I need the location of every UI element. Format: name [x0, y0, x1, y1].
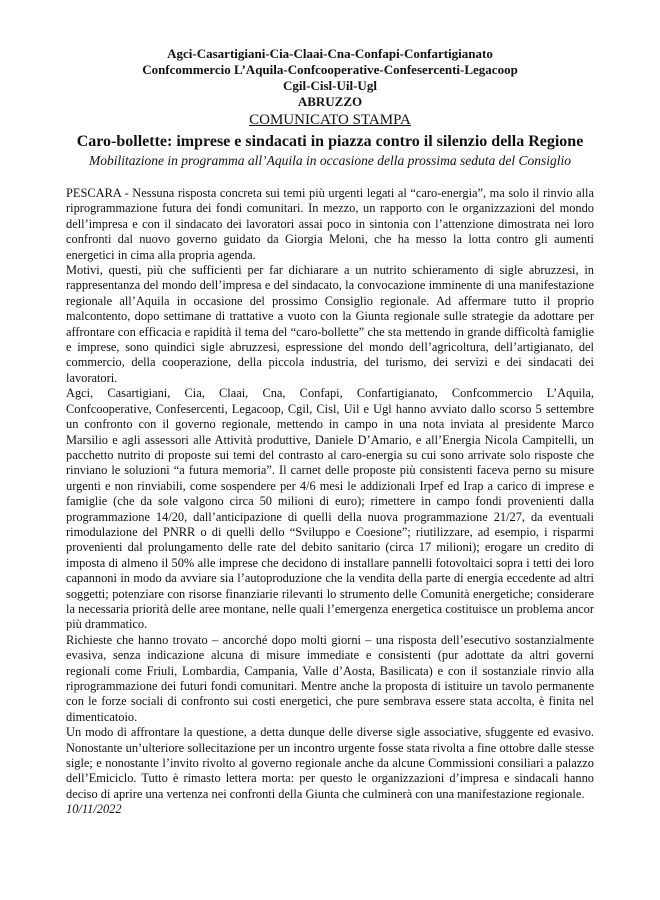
release-date: 10/11/2022: [66, 802, 122, 817]
sender-line: Agci-Casartigiani-Cia-Claai-Cna-Confapi-Confartigianato: [167, 46, 493, 61]
sender-region: ABRUZZO: [297, 94, 363, 109]
headline: Caro-bollette: imprese e sindacati in piazza contro il silenzio della Regione: [76, 133, 584, 150]
article-body: [66, 186, 594, 818]
paragraph: Un modo di affrontare la questione, a detta dunque delle diverse sigle associative, sfuggente ed evasivo. Nonostante un’ulteriore sollecitazione per un incontro urgente fosse stata rivolta a fine ottobre dalle stesse sigle; e nonostante l’invito rivolto al governo regionale anche da alcune Commissioni consiliari a palazzo dell’Emiciclo. Tutto è rimasto lettera morta: per questo le organizzazioni d’impresa e sindacali hanno deciso di aprire una vertenza nei confronti della Giunta che culminerà con una manifestazione regionale.: [66, 725, 594, 801]
subheadline: Mobilitazione in programma all’Aquila in occasione della prossima seduta del Consiglio: [89, 153, 571, 168]
paragraph: Motivi, questi, più che sufficienti per far dichiarare a un nutrito schieramento di sigle abruzzesi, in rappresentanza del mondo dell’impresa e del sindacato, la convocazione imminente di una manifestazione regionale all’Aquila in occasione del prossimo Consiglio regionale. Ad affermare tutto il proprio malcontento, dopo settimane di trattative a vuoto con la Giunta regionale sulle strategie da adottare per affrontare con efficacia e rapidità il tema del “caro-bollette” che sta mettendo in grande difficoltà famiglie e imprese, sono quindici sigle abruzzesi, espressione del mondo dell’agricoltura, dell’artigianato, del commercio, della cooperazione, della piccola industria, del turismo, dei servizi e dei sindacati dei lavoratori.: [66, 263, 594, 385]
paragraph: Agci, Casartigiani, Cia, Claai, Cna, Confapi, Confartigianato, Confcommercio L’Aquila, Confcooperative, Confesercenti, Legacoop, Cgil, Cisl, Uil e Ugl hanno avviato dallo scorso 5 settembre un confronto con il governo regionale, mettendo in campo in una nota inviata al presidente Marco Marsilio e agli assessori alle Attività produttive, Daniele D’Amario, e all’Energia Nicola Campitelli, un pacchetto nutrito di proposte sui temi del contrasto al caro-energia su cui sono arrivate solo risposte che rinviano le soluzioni “a futura memoria”. Il carnet delle proposte più consistenti faceva perno su misure urgenti e non rinviabili, come sospendere per 4/6 mesi le addizionali Irpef ed Irap a carico di imprese e famiglie (che da sole valgono circa 50 milioni di euro); rimettere in campo fondi provenienti dalla programmazione 14/20, dall’anticipazione di quelli della nuova programmazione 21/27, da eventuali rimodulazione del PNRR o di quelli dello “Sviluppo e Coesione”; riutilizzare, ad esempio, i risparmi provenienti dal prolungamento delle rate del debito sanitario (circa 17 milioni); erogare un credito di imposta di almeno il 50% alle imprese che decidono di installare pannelli fotovoltaici sopra i tetti dei loro capannoni in modo da avviare sia l’autoproduzione che la vendita della parte di energia eccedente ad altri soggetti; potenziare con risorse finanziarie rilevanti lo strumento delle Comunità energetiche; considerare la necessaria priorità delle aree montane, nelle quali l’emergenza energetica costituisce un problema ancor più drammatico.: [66, 386, 594, 632]
document-type: COMUNICATO STAMPA: [249, 112, 411, 128]
sender-line: Cgil-Cisl-Uil-Ugl: [283, 78, 377, 93]
sender-line: Confcommercio L’Aquila-Confcooperative-Confesercenti-Legacoop: [142, 62, 518, 77]
sender-organizations: [66, 46, 594, 110]
paragraph: PESCARA - Nessuna risposta concreta sui temi più urgenti legati al “caro-energia”, ma solo il rinvio alla riprogrammazione futura dei fondi comunitari. In mezzo, un rapporto con le organizzazioni del mondo dell’impresa e con il sindacato dei lavoratori assai poco in sintonia con l’attenzione dimostrata nei loro confronti dal nuovo governo guidato da Giorgia Meloni, che ha messo la lotta contro gli aumenti energetici in cima alla propria agenda.: [66, 186, 594, 262]
paragraph: Richieste che hanno trovato – ancorché dopo molti giorni – una risposta dell’esecutivo sostanzialmente evasiva, senza indicazione alcuna di misure immediate e consistenti (pur adottate da altri governi regionali come Friuli, Lombardia, Campania, Valle d’Aosta, Basilicata) e con il sostanziale rinvio alla riprogrammazione dei futuri fondi comunitari. Mentre anche la proposta di istituire un tavolo permanente con le forze sociali di confronto sui costi energetici, che pure sembrava essere stata accolta, è finita nel dimenticatoio.: [66, 632, 594, 724]
